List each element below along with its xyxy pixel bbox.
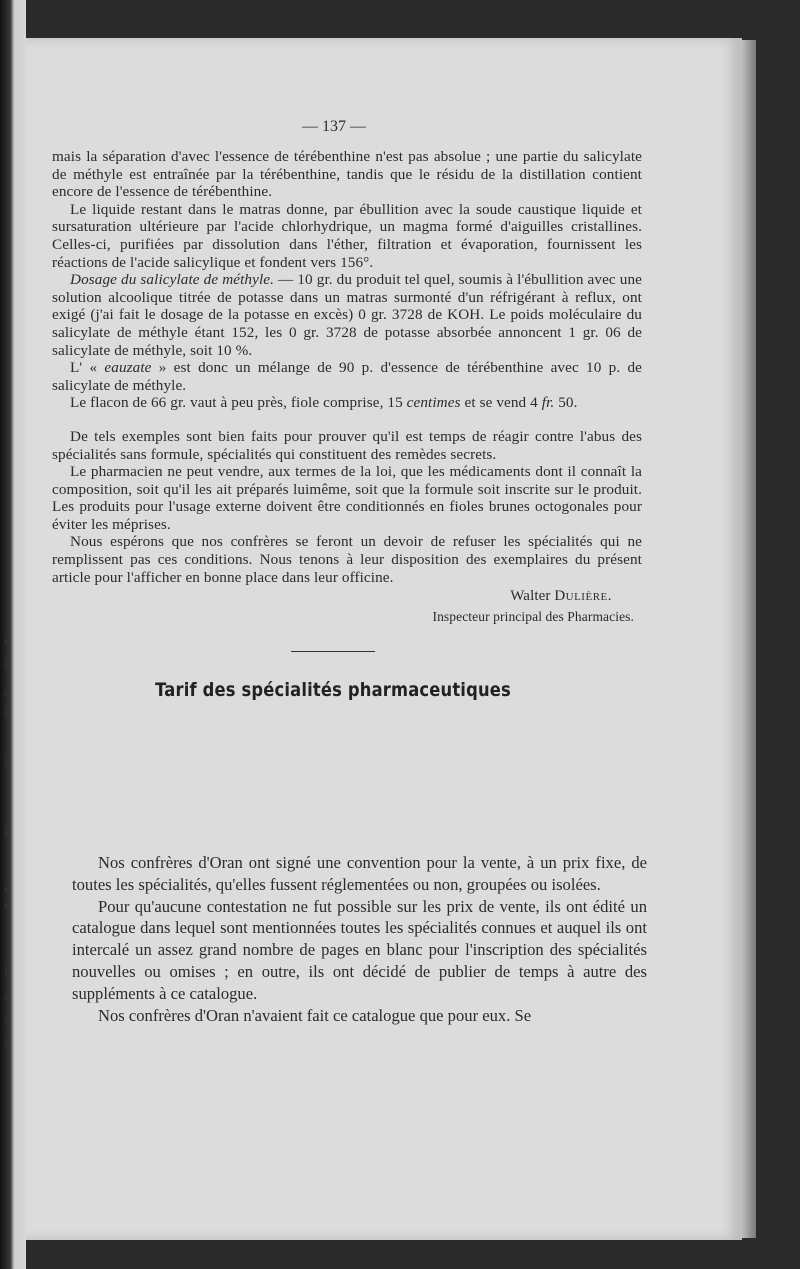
signature-last-name: Dulière. [554, 588, 612, 605]
article-text: — 10 gr. du produit tel quel, soumis à l'ébullition avec une solution alcoolique titrée de potasse dans un matras surmonté d'un réfrigérant à reflux, ont exigé (j'ai fait le dosage de la potasse en excès) 0 gr. 3728 de KOH. Le poids moléculaire du salicylate de méthyle étant 152, les 0 gr. 3728 de potasse absorbée annoncent 1 gr. 06 de salicylate de méthyle, soit 10 %. [52, 271, 642, 359]
margin-fragment: s [4, 752, 11, 769]
document-page [26, 38, 742, 1240]
margin-fragment: a [4, 654, 12, 671]
signature-first-name: Walter [510, 588, 551, 605]
signature [52, 588, 642, 606]
page-edge [742, 40, 756, 1238]
section-title: Tarif des spécialités pharmaceutiques [155, 679, 511, 702]
margin-fragment: ; [4, 1030, 9, 1047]
margin-fragment: é [4, 1010, 12, 1027]
italic-word: centimes [406, 394, 461, 412]
margin-fragment: e [4, 880, 12, 897]
article-paragraph-dosage [52, 271, 642, 359]
section-divider [291, 651, 375, 652]
article-paragraph-price [52, 394, 642, 412]
section-body [72, 852, 647, 1026]
adjacent-page-strip [0, 0, 26, 1269]
section-paragraph: Nos confrères d'Oran ont signé une convention pour la vente, à un prix fixe, de toutes les spécialités, qu'elles fussent réglementées ou non, groupées ou isolées. [72, 853, 647, 894]
article-paragraph: Le liquide restant dans le matras donne, par ébullition avec la soude caustique liquide et sursaturation ultérieure par l'acide chlorhydrique, un magma formé d'aiguilles cristallines. Celles-ci, purifiées par dissolution dans l'éther, filtration et évaporation, fournissent les réactions de l'acide salicylique et fondent vers 156°. [52, 200, 642, 271]
signature-title: Inspecteur principal des Pharmacies. [432, 608, 634, 624]
article-text: Le flacon de 66 gr. vaut à peu près, fiole comprise, 15 [70, 394, 403, 412]
italic-heading: Dosage du salicylate de méthyle. [70, 271, 275, 289]
margin-fragment: - [4, 990, 10, 1007]
article-paragraph: De tels exemples sont bien faits pour prouver qu'il est temps de réagir contre l'abus des spécialités sans formule, spécialités qui constituent des remèdes secrets. [52, 427, 642, 463]
article-text: L' « [70, 359, 98, 377]
article-paragraph: Le pharmacien ne peut vendre, aux termes de la loi, que les médicaments dont il connaît la composition, soit qu'il les ait préparés luimême, soit que la formule soit inscrite sur le produit. Les produits pour l'usage externe doivent être conditionnés en fioles brunes octogonales pour éviter les méprises. [52, 463, 642, 533]
italic-word: fr. [541, 394, 555, 412]
article-text: » est donc un mélange de 90 p. d'essence de térébenthine avec 10 p. de salicylate de méthyle. [52, 359, 643, 394]
article-body [52, 148, 642, 700]
section-paragraph: Nos confrères d'Oran n'avaient fait ce catalogue que pour eux. Se [98, 1005, 532, 1025]
margin-fragment: e [4, 684, 12, 701]
article-text: 50. [558, 394, 578, 412]
margin-fragment: t [4, 962, 9, 979]
article-paragraph: mais la séparation d'avec l'essence de térébenthine n'est pas absolue ; une partie du salicylate de méthyle est entraînée par la térébenthine, tandis que le résidu de la distillation contient encore de l'essence de térébenthine. [52, 148, 642, 201]
article-paragraph: Nous espérons que nos confrères se feront un devoir de refuser les spécialités qui ne remplissent pas ces conditions. Nous tenons à leur disposition des exemplaires du présent article pour l'afficher en bonne place dans leur officine. [52, 533, 642, 586]
article-text: et se vend 4 [464, 394, 538, 412]
margin-fragment: i [4, 822, 9, 839]
section-paragraph: Pour qu'aucune contestation ne fut possible sur les prix de vente, ils ont édité un catalogue dans lequel sont mentionnées toutes les spécialités connues et auquel ils ont intercalé un assez grand nombre de pages en blanc pour l'inscription des spécialités nouvelles ou omises ; en outre, ils ont décidé de publier de temps à autre des suppléments à ce catalogue. [72, 896, 647, 1003]
article-paragraph-eauzate [52, 359, 642, 394]
margin-fragment: a [4, 702, 12, 719]
page-number: — 137 — [302, 118, 366, 135]
margin-fragment: e [4, 896, 12, 913]
margin-fragment: e [4, 632, 12, 649]
italic-word: eauzate [104, 359, 152, 377]
